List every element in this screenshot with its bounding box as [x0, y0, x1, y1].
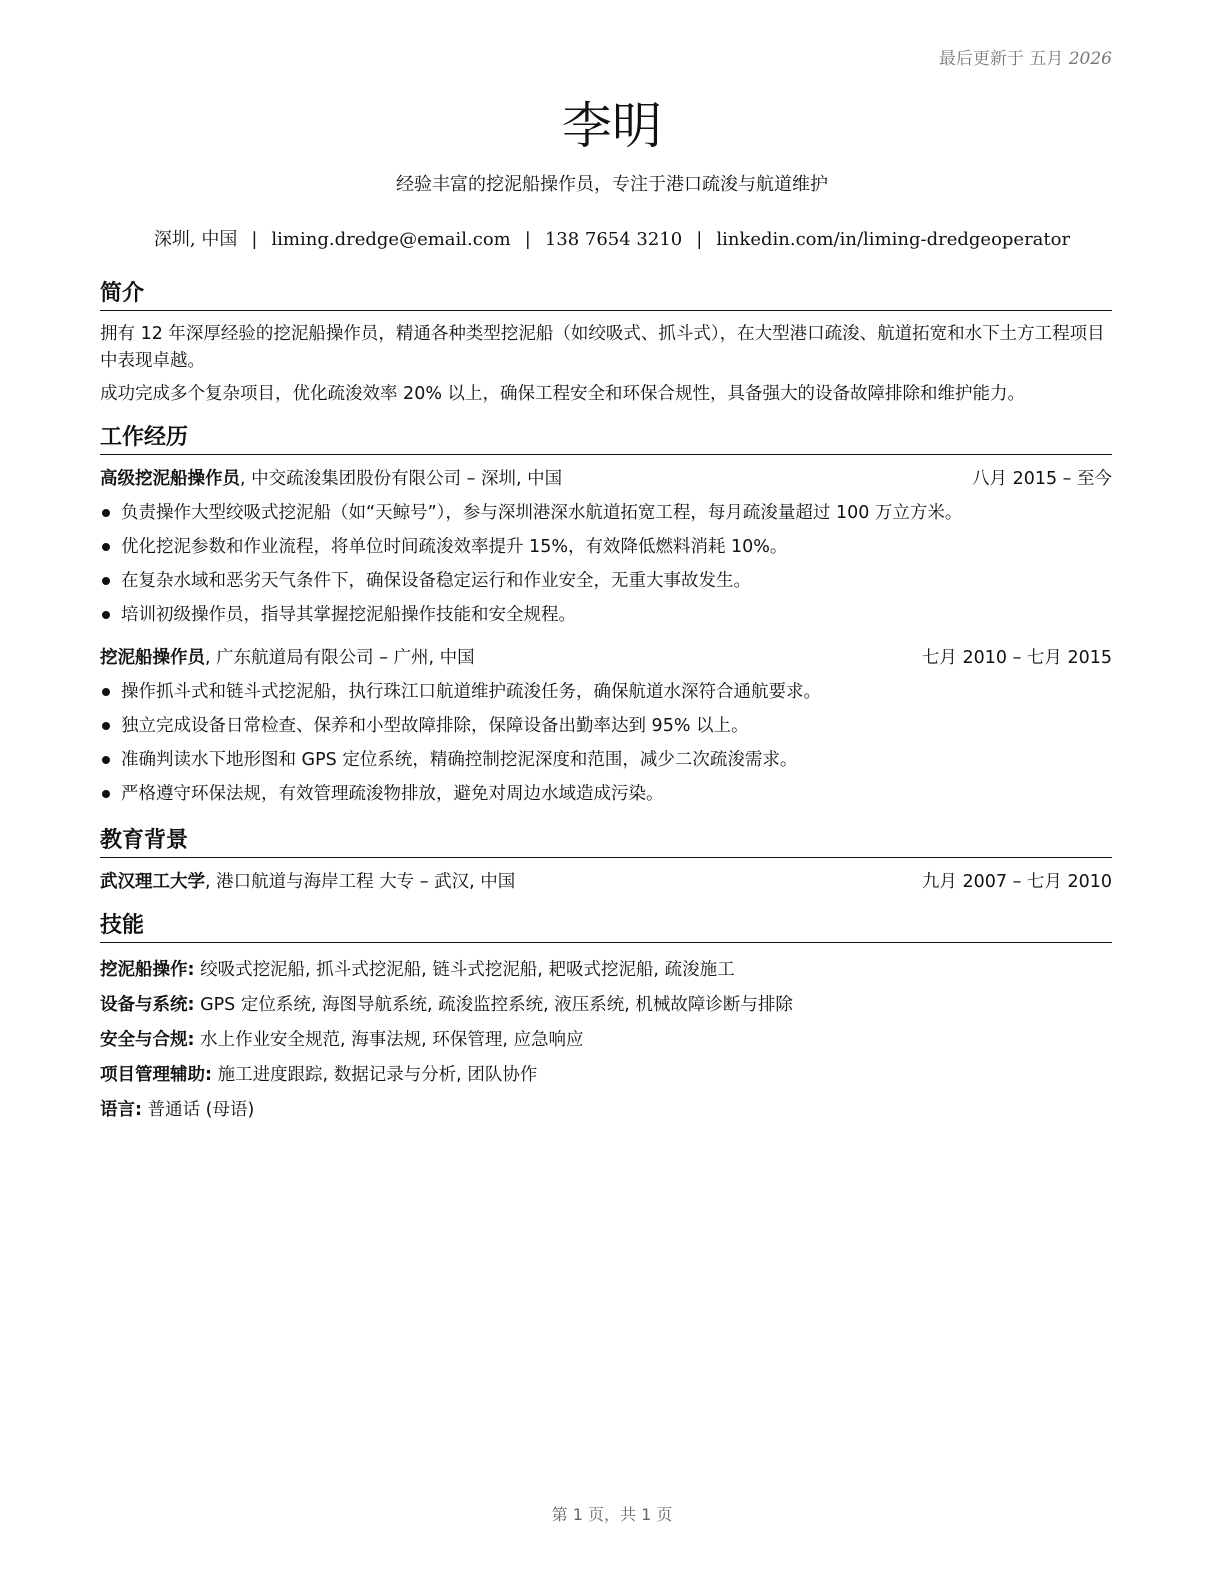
contact-linkedin[interactable]: linkedin.com/in/liming-dredgeoperator	[716, 229, 1071, 250]
skill-row	[100, 953, 1112, 988]
tagline: 经验丰富的挖泥船操作员，专注于港口疏浚与航道维护	[396, 174, 828, 195]
skill-row	[100, 1093, 1112, 1128]
skills-section	[100, 908, 1112, 1128]
list-item	[100, 777, 1112, 811]
job-header	[100, 465, 1112, 493]
bullet-text: 独立完成设备日常检查、保养和小型故障排除，保障设备出勤率达到 95% 以上。	[121, 716, 749, 736]
job-org: , 广东航道局有限公司 – 广州, 中国	[205, 648, 475, 668]
contact-separator: |	[524, 229, 531, 250]
bullet-dot-icon	[102, 543, 110, 551]
skill-row	[100, 1023, 1112, 1058]
bullet-dot-icon	[102, 611, 110, 619]
page-number: 第 1 页，共 1 页	[551, 1505, 673, 1524]
bullet-dot-icon	[102, 722, 110, 730]
education-line	[100, 868, 515, 896]
bullet-text: 优化挖泥参数和作业流程，将单位时间疏浚效率提升 15%，有效降低燃料消耗 10%。	[121, 537, 788, 557]
list-item	[100, 709, 1112, 743]
contact-separator: |	[251, 229, 258, 250]
skill-label: 挖泥船操作:	[100, 960, 195, 980]
job-role: 挖泥船操作员	[100, 648, 205, 668]
job-role: 高级挖泥船操作员	[100, 469, 240, 489]
job-dates: 八月 2015 – 至今	[972, 469, 1112, 489]
education-entry	[100, 868, 1112, 896]
skill-value: 水上作业安全规范, 海事法规, 环保管理, 应急响应	[194, 1030, 584, 1050]
skill-label: 设备与系统:	[100, 995, 195, 1015]
bullet-text: 培训初级操作员，指导其掌握挖泥船操作技能和安全规程。	[121, 605, 576, 625]
bullet-dot-icon	[102, 688, 110, 696]
contact-phone: 138 7654 3210	[544, 229, 683, 250]
section-title-experience: 工作经历	[100, 420, 1112, 455]
bullet-text: 严格遵守环保法规，有效管理疏浚物排放，避免对周边水域造成污染。	[121, 784, 664, 804]
skill-row	[100, 988, 1112, 1023]
experience-section	[100, 420, 1112, 811]
skill-value: 绞吸式挖泥船, 抓斗式挖泥船, 链斗式挖泥船, 耙吸式挖泥船, 疏浚施工	[194, 960, 735, 980]
skill-label: 安全与合规:	[100, 1030, 195, 1050]
skill-label: 语言:	[100, 1100, 142, 1120]
job-org: , 中交疏浚集团股份有限公司 – 深圳, 中国	[240, 469, 563, 489]
last-updated-year: 2026	[1068, 49, 1112, 69]
skill-row	[100, 1058, 1112, 1093]
bullet-text: 操作抓斗式和链斗式挖泥船，执行珠江口航道维护疏浚任务，确保航道水深符合通航要求。	[121, 682, 821, 702]
education-section	[100, 823, 1112, 896]
skill-value: 普通话 (母语)	[142, 1100, 255, 1120]
section-title-skills: 技能	[100, 908, 1112, 943]
job-title-line	[100, 465, 562, 493]
resume-content	[100, 276, 1112, 1140]
bullet-text: 负责操作大型绞吸式挖泥船（如“天鲸号”），参与深圳港深水航道拓宽工程，每月疏浚量超过 100 万立方米。	[121, 503, 963, 523]
skill-value: GPS 定位系统, 海图导航系统, 疏浚监控系统, 液压系统, 机械故障诊断与排除	[194, 995, 793, 1015]
job-entry	[100, 644, 1112, 811]
summary-paragraph: 拥有 12 年深厚经验的挖泥船操作员，精通各种类型挖泥船（如绞吸式、抓斗式），在大型港口疏浚、航道拓宽和水下土方工程项目中表现卓越。	[100, 324, 1105, 371]
job-header	[100, 644, 1112, 672]
contact-location: 深圳, 中国	[153, 229, 238, 250]
job-title-line	[100, 644, 475, 672]
job-dates: 七月 2010 – 七月 2015	[921, 648, 1112, 668]
bullet-dot-icon	[102, 509, 110, 517]
last-updated-label: 最后更新于 五月	[938, 49, 1064, 69]
skill-value: 施工进度跟踪, 数据记录与分析, 团队协作	[212, 1065, 538, 1085]
section-title-summary: 简介	[100, 276, 1112, 311]
bullet-text: 在复杂水域和恶劣天气条件下，确保设备稳定运行和作业安全，无重大事故发生。	[121, 571, 751, 591]
bullet-dot-icon	[102, 756, 110, 764]
skill-label: 项目管理辅助:	[100, 1065, 212, 1085]
candidate-name: 李明	[562, 97, 662, 155]
last-updated	[939, 44, 1112, 69]
education-detail: , 港口航道与海岸工程 大专 – 武汉, 中国	[205, 872, 516, 892]
job-entry	[100, 465, 1112, 632]
contact-separator: |	[696, 229, 703, 250]
contact-line	[0, 225, 1224, 251]
bullet-dot-icon	[102, 790, 110, 798]
list-item	[100, 530, 1112, 564]
summary-section	[100, 276, 1112, 408]
school-name: 武汉理工大学	[100, 872, 205, 892]
education-dates: 九月 2007 – 七月 2010	[921, 872, 1112, 892]
job-bullets	[100, 496, 1112, 632]
list-item	[100, 598, 1112, 632]
list-item	[100, 496, 1112, 530]
section-title-education: 教育背景	[100, 823, 1112, 858]
bullet-text: 准确判读水下地形图和 GPS 定位系统，精确控制挖泥深度和范围，减少二次疏浚需求。	[121, 750, 798, 770]
contact-email[interactable]: liming.dredge@email.com	[271, 229, 511, 250]
list-item	[100, 743, 1112, 777]
bullet-dot-icon	[102, 577, 110, 585]
summary-paragraph: 成功完成多个复杂项目，优化疏浚效率 20% 以上，确保工程安全和环保合规性，具备强大的设备故障排除和维护能力。	[100, 384, 1026, 404]
list-item	[100, 564, 1112, 598]
list-item	[100, 675, 1112, 709]
job-bullets	[100, 675, 1112, 811]
